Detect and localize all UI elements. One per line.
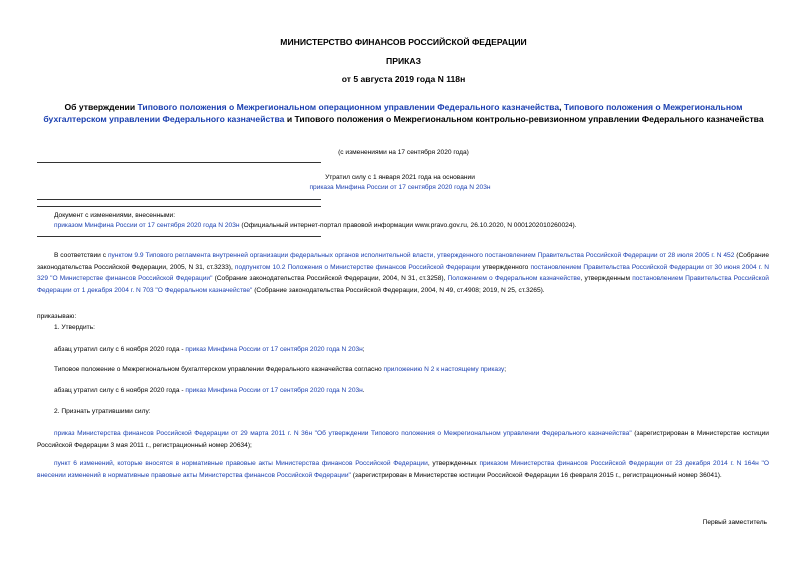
amendments-line bbox=[54, 221, 769, 231]
signature-title: Первый заместитель bbox=[702, 519, 767, 526]
date-number-heading: от 5 августа 2019 года N 118н bbox=[341, 74, 466, 84]
amendments-text: (Официальный интернет-портал правовой информации www.pravo.gov.ru, 26.10.2020, N 0001202010260024). bbox=[239, 222, 577, 229]
item-1: 1. Утвердить: bbox=[54, 324, 95, 331]
repealed-order-36n bbox=[37, 428, 769, 451]
clause-6-link[interactable]: пункт 6 изменений, которые вносятся в нормативные правовые акты Министерства финансов Российской Федерации bbox=[54, 460, 428, 467]
preamble-text: (Собрание законодательства Российской Федерации, 2004, N 49, ст.4908; 2019, N 25, ст.3265). bbox=[252, 286, 545, 294]
repealed-paragraph-2 bbox=[54, 386, 769, 396]
preamble-text: В соответствии с bbox=[54, 252, 108, 259]
paragraph-text: абзац утратил силу с 6 ноября 2020 года - bbox=[54, 387, 186, 394]
appendix-2-link[interactable]: приложению N 2 к настоящему приказу bbox=[383, 366, 505, 373]
paragraph-text: . bbox=[362, 387, 365, 394]
item-2: 2. Признать утратившими силу: bbox=[54, 408, 151, 415]
preamble-text: утвержденного bbox=[480, 263, 531, 271]
preamble-link-regulation[interactable]: пунктом 9.9 Типового регламента внутренней организации федеральных органов исполнительной власти, утвержденного постановлением Правительства Российской Федерации от 28 июля 2005 г. N 452 bbox=[107, 252, 735, 259]
paragraph-text: , утвержденных bbox=[427, 460, 480, 467]
lost-force-link[interactable]: приказа Минфина России от 17 сентября 2020 года N 203н bbox=[309, 184, 491, 191]
preamble-link-decree-703[interactable]: постановлением Правительства Российской Федерации от 1 декабря 2004 г. N 703 "О Федеральном казначействе" bbox=[37, 275, 769, 294]
changes-note: (с изменениями на 17 сентября 2020 года) bbox=[338, 149, 469, 156]
divider bbox=[37, 236, 321, 237]
preamble-paragraph bbox=[37, 250, 769, 296]
document-title bbox=[40, 102, 767, 125]
repeal-order-link[interactable]: приказ Минфина России от 17 сентября 2020 года N 203н bbox=[185, 346, 363, 353]
paragraph-text: ; bbox=[504, 366, 507, 373]
title-text: Об утверждении bbox=[64, 102, 138, 112]
lost-force-line: Утратил силу с 1 января 2021 года на основании bbox=[325, 174, 475, 181]
lost-force-link-row bbox=[200, 183, 600, 193]
repealed-order-164n bbox=[37, 458, 769, 481]
title-text: , bbox=[559, 102, 564, 112]
title-link-accounting[interactable]: Типового положения о Межрегиональном бухгалтерском управлении Федерального казначейства bbox=[43, 102, 743, 124]
preamble-text: , утвержденным bbox=[580, 275, 633, 282]
preamble-text: (Собрание законодательства Российской Федерации, 2005, N 31, ст.3233), bbox=[37, 252, 770, 271]
title-text: и Типового положения о Межрегиональном контрольно-ревизионном управлении Федерального казначейства bbox=[284, 113, 764, 124]
preamble-link-decree-329[interactable]: постановлением Правительства Российской Федерации от 30 июня 2004 г. N 329 "О Министерстве финансов Российской Федерации" bbox=[37, 263, 769, 282]
amendments-link[interactable]: приказом Минфина России от 17 сентября 2020 года N 203н bbox=[54, 222, 240, 229]
order-36n-link[interactable]: приказ Министерства финансов Российской Федерации от 29 марта 2011 г. N 36н "Об утверждении Типового положения о Межрегиональном управлении Федерального казначейства" bbox=[54, 430, 632, 437]
order-164n-link[interactable]: приказом Министерства финансов Российской Федерации от 23 декабря 2014 г. N 164н "О внесении изменений в нормативные правовые акты Министерства финансов Российской Федерации" bbox=[37, 460, 769, 479]
divider bbox=[37, 199, 321, 200]
amendments-label: Документ с изменениями, внесенными: bbox=[54, 212, 176, 219]
paragraph-text: Типовое положение о Межрегиональном бухгалтерском управлении Федерального казначейства согласно bbox=[54, 366, 384, 373]
paragraph-text: ; bbox=[362, 346, 365, 353]
paragraph-text: (зарегистрирован в Министерстве юстиции Российской Федерации 3 мая 2011 г., регистрационный номер 20634); bbox=[37, 430, 769, 449]
paragraph-text: абзац утратил силу с 6 ноября 2020 года - bbox=[54, 346, 186, 353]
title-link-operational[interactable]: Типового положения о Межрегиональном операционном управлении Федерального казначейства bbox=[137, 102, 560, 112]
paragraph-text: (зарегистрирован в Министерстве юстиции Российской Федерации 16 февраля 2015 г., регистрационный номер 36041). bbox=[350, 471, 722, 479]
divider bbox=[37, 206, 321, 207]
repealed-paragraph-1 bbox=[54, 345, 769, 355]
order-word: приказываю: bbox=[37, 313, 77, 320]
accounting-regulation-paragraph bbox=[54, 365, 769, 375]
document-type-heading: ПРИКАЗ bbox=[386, 56, 421, 66]
preamble-text: (Собрание законодательства Российской Федерации, 2004, N 31, ст.3258), bbox=[212, 275, 448, 282]
repeal-order-link[interactable]: приказ Минфина России от 17 сентября 2020 года N 203н bbox=[185, 387, 363, 394]
preamble-link-subclause[interactable]: подпунктом 10.2 Положения о Министерстве финансов Российской Федерации bbox=[234, 263, 481, 271]
ministry-heading: МИНИСТЕРСТВО ФИНАНСОВ РОССИЙСКОЙ ФЕДЕРАЦИИ bbox=[280, 37, 527, 47]
preamble-link-treasury-statute[interactable]: Положением о Федеральном казначействе bbox=[447, 275, 581, 282]
divider bbox=[37, 162, 321, 163]
